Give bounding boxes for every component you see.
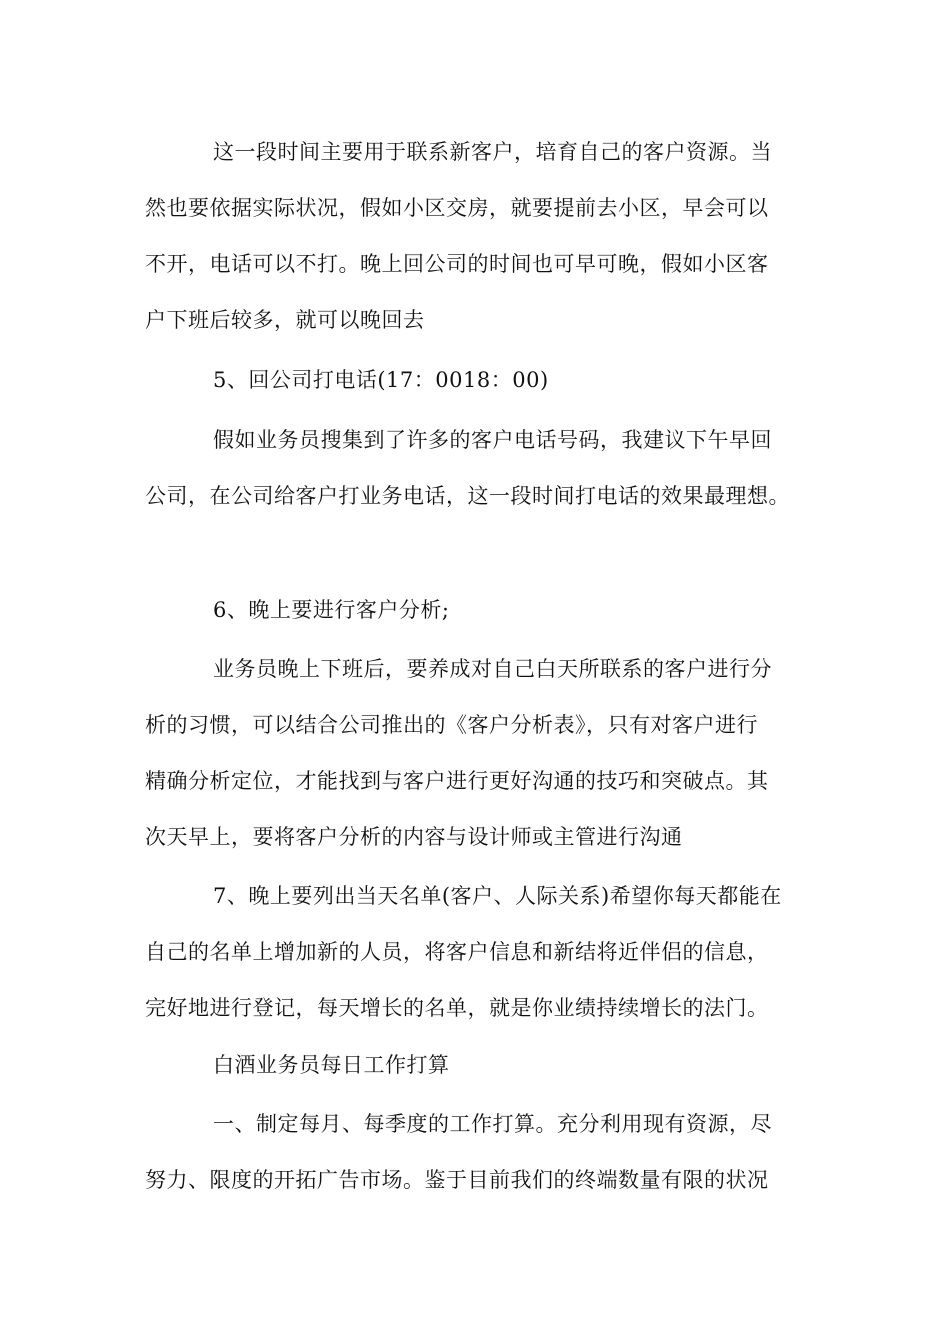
paragraph-line: 努力、限度的开拓广告市场。鉴于目前我们的终端数量有限的状况 xyxy=(145,1168,769,1192)
paragraph-line: 假如业务员搜集到了许多的客户电话号码，我建议下午早回 xyxy=(213,428,772,452)
paragraph-line: 业务员晚上下班后，要养成对自己白天所联系的客户进行分 xyxy=(213,657,772,681)
section-heading: 7、晚上要列出当天名单(客户、人际关系)希望你每天都能在 xyxy=(213,884,782,908)
paragraph-line: 户下班后较多，就可以晚回去 xyxy=(145,308,425,332)
section-heading: 6、晚上要进行客户分析; xyxy=(213,598,450,622)
paragraph-line: 这一段时间主要用于联系新客户，培育自己的客户资源。当 xyxy=(213,140,772,164)
paragraph-line: 公司，在公司给客户打业务电话，这一段时间打电话的效果最理想。 xyxy=(145,484,790,508)
paragraph-line: 然也要依据实际状况，假如小区交房，就要提前去小区，早会可以 xyxy=(145,196,769,220)
paragraph-line: 不开，电话可以不打。晚上回公司的时间也可早可晚，假如小区客 xyxy=(145,252,769,276)
paragraph-line: 析的习惯，可以结合公司推出的《客户分析表》，只有对客户进行 xyxy=(145,713,758,737)
document-subtitle: 白酒业务员每日工作打算 xyxy=(213,1053,450,1077)
paragraph-line: 一、制定每月、每季度的工作打算。充分利用现有资源，尽 xyxy=(213,1112,772,1136)
paragraph-line: 次天早上，要将客户分析的内容与设计师或主管进行沟通 xyxy=(145,825,683,849)
paragraph-line: 完好地进行登记，每天增长的名单，就是你业绩持续增长的法门。 xyxy=(145,996,769,1020)
paragraph-line: 精确分析定位，才能找到与客户进行更好沟通的技巧和突破点。其 xyxy=(145,769,769,793)
section-heading: 5、回公司打电话(17：0018：00) xyxy=(213,368,549,392)
paragraph-line: 自己的名单上增加新的人员，将客户信息和新结将近伴侣的信息， xyxy=(145,940,769,964)
